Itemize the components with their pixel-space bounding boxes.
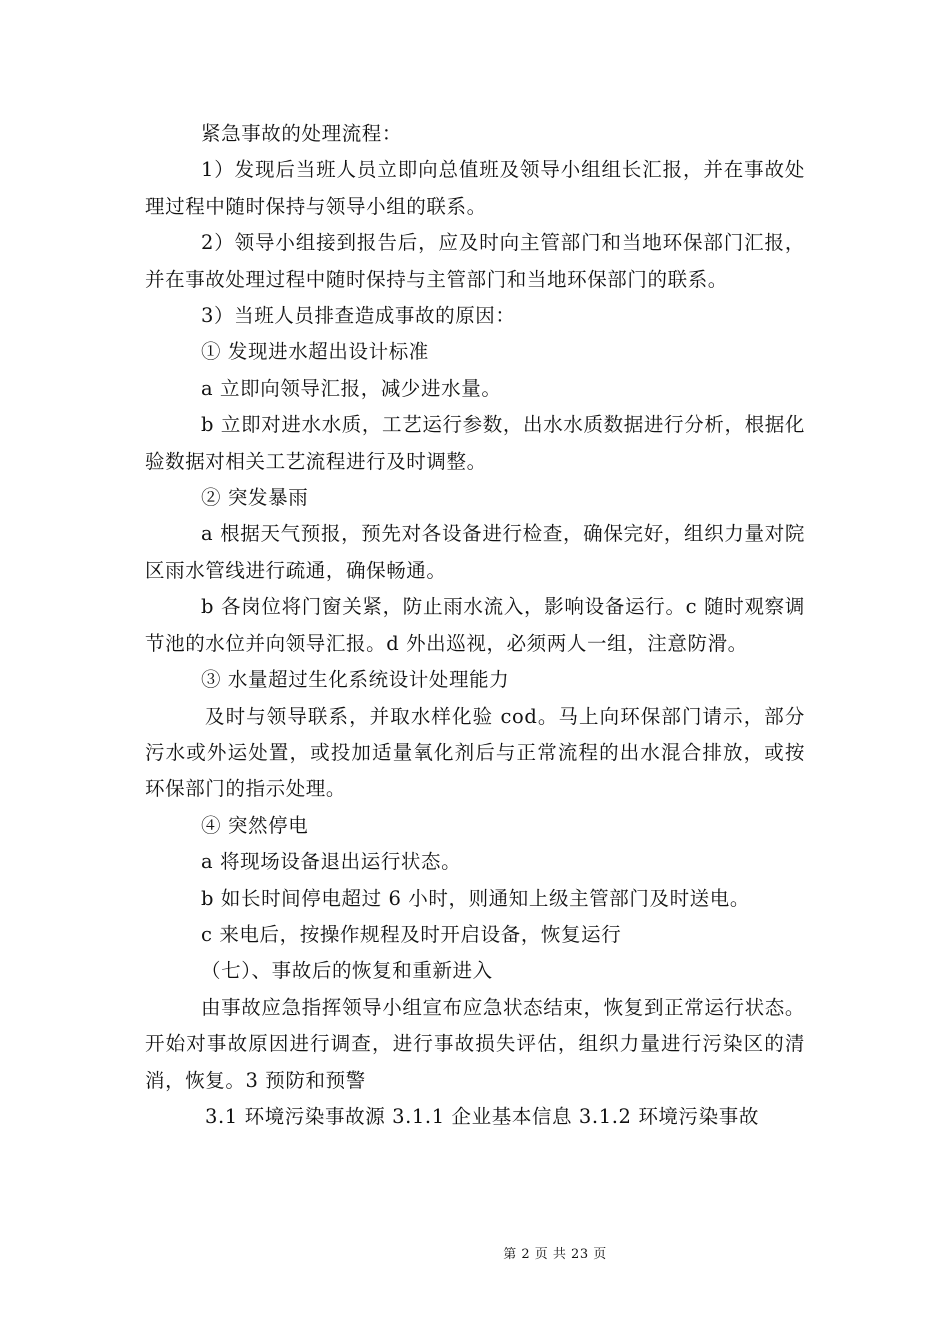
- paragraph-8: ② 突发暴雨: [201, 486, 309, 510]
- paragraph-15: b 如长时间停电超过 6 小时，则通知上级主管部门及时送电。: [201, 886, 750, 910]
- paragraph-7: b 立即对进水水质，工艺运行参数，出水水质数据进行分析，根据化验数据对相关工艺流程进行及时调整。: [145, 413, 806, 473]
- paragraph-10: b 各岗位将门窗关紧，防止雨水流入，影响设备运行。c 随时观察调节池的水位并向领导汇报。d 外出巡视，必须两人一组，注意防滑。: [145, 595, 805, 655]
- paragraph-3: 2）领导小组接到报告后，应及时向主管部门和当地环保部门汇报，并在事故处理过程中随时保持与主管部门和当地环保部门的联系。: [145, 231, 805, 291]
- page-number-label: 第 2 页 共 23 页: [503, 1247, 607, 1262]
- document-body: [145, 116, 805, 1135]
- section-heading-7: （七）、事故后的恢复和重新进入: [201, 959, 493, 983]
- page-footer: [0, 1243, 950, 1262]
- paragraph-18: 由事故应急指挥领导小组宣布应急状态结束，恢复到正常运行状态。开始对事故原因进行调查，进行事故损失评估，组织力量进行污染区的清消，恢复。3 预防和预警: [145, 995, 805, 1092]
- paragraph-6: a 立即向领导汇报，减少进水量。: [201, 376, 502, 400]
- paragraph-12: 及时与领导联系，并取水样化验 cod。马上向环保部门请示，部分污水或外运处置，或投加适量氧化剂后与正常流程的出水混合排放，或按环保部门的指示处理。: [145, 704, 805, 801]
- paragraph-13: ④ 突然停电: [201, 813, 309, 837]
- paragraph-5: ① 发现进水超出设计标准: [201, 340, 429, 364]
- paragraph-14: a 将现场设备退出运行状态。: [201, 850, 462, 874]
- paragraph-16: c 来电后，按操作规程及时开启设备，恢复运行: [201, 922, 622, 946]
- paragraph-11: ③ 水量超过生化系统设计处理能力: [201, 668, 510, 692]
- paragraph-9: a 根据天气预报，预先对各设备进行检查，确保完好，组织力量对院区雨水管线进行疏通，确保畅通。: [145, 522, 805, 582]
- paragraph-1: 紧急事故的处理流程：: [201, 122, 403, 145]
- paragraph-4: 3）当班人员排查造成事故的原因：: [201, 304, 516, 328]
- paragraph-19: 3.1 环境污染事故源 3.1.1 企业基本信息 3.1.2 环境污染事故: [205, 1104, 759, 1128]
- paragraph-2: 1）发现后当班人员立即向总值班及领导小组组长汇报，并在事故处理过程中随时保持与领导小组的联系。: [145, 158, 805, 218]
